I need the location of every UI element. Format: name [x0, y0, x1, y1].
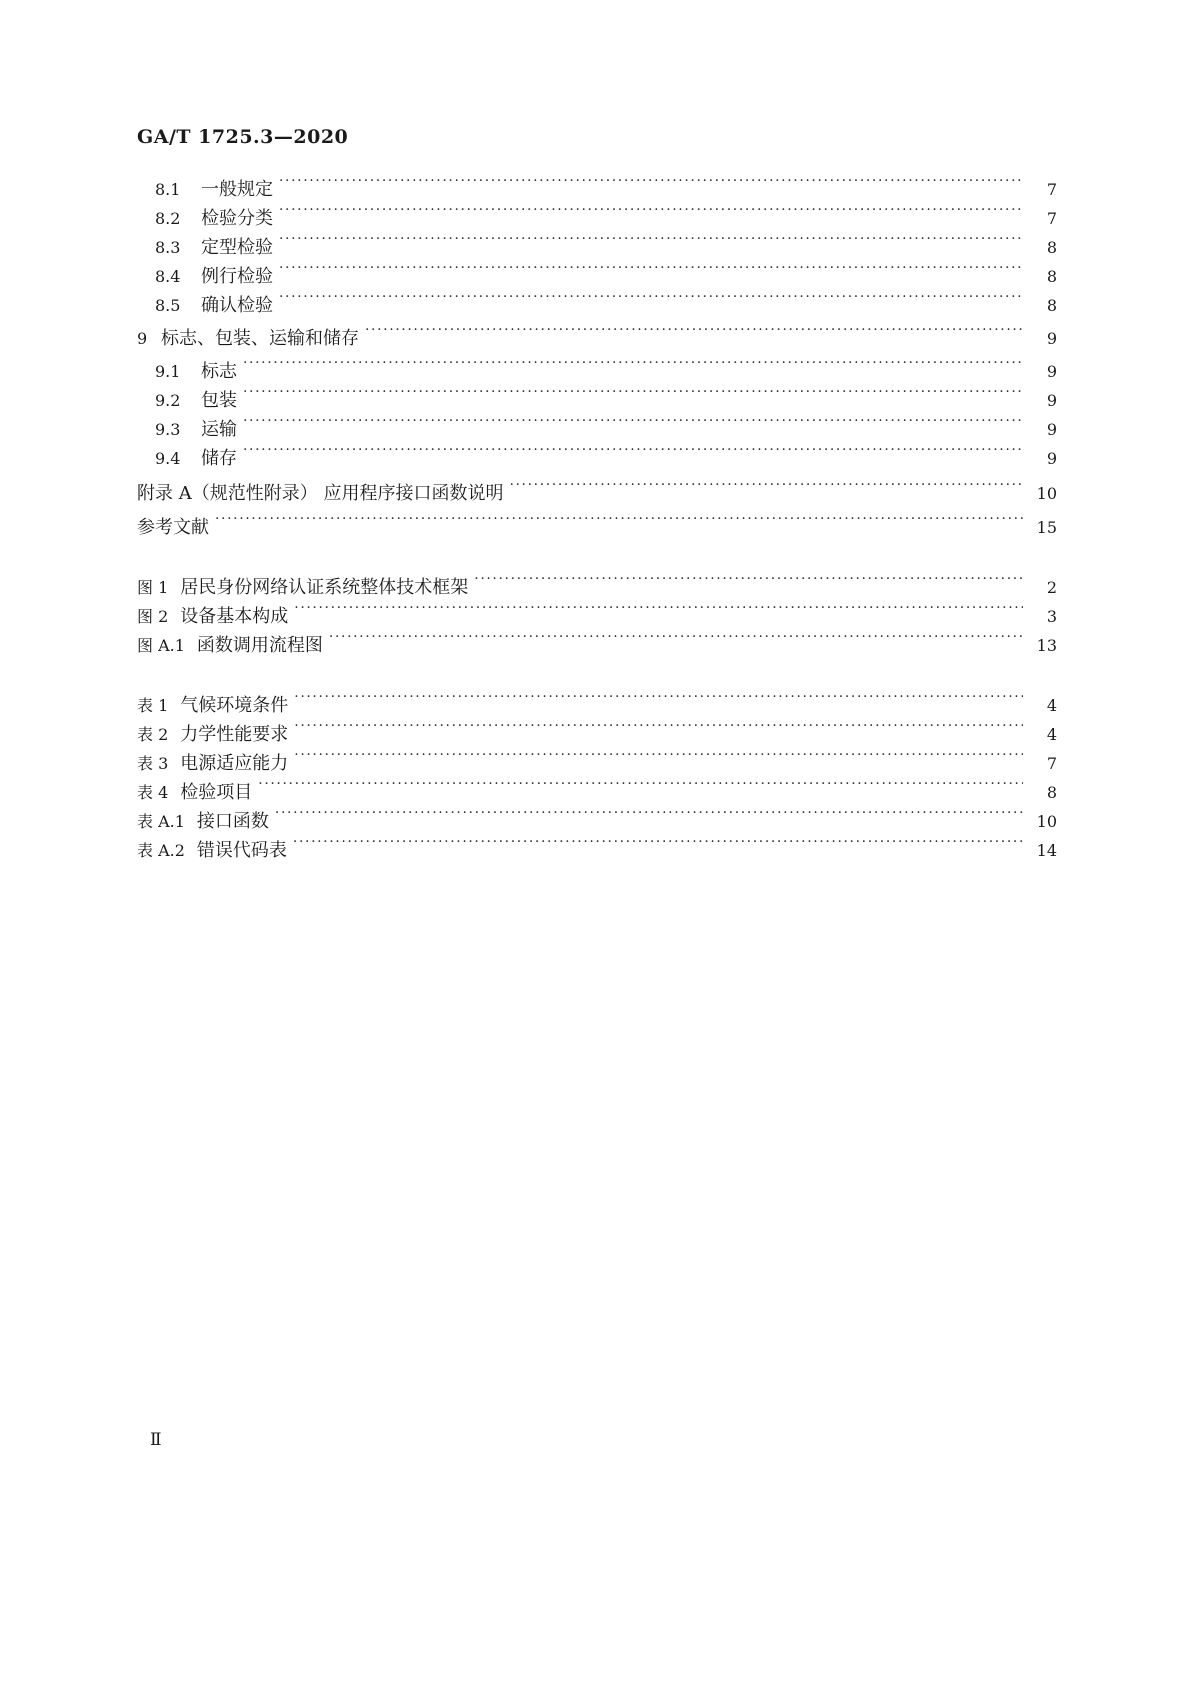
- toc-entry-title: 函数调用流程图: [196, 635, 323, 656]
- dot-leader: [243, 436, 1023, 464]
- dot-leader: [279, 254, 1023, 282]
- toc-entry-page: 4: [1046, 725, 1057, 744]
- toc-entry-number: 图 A.1: [137, 636, 185, 655]
- toc-entry-number: 8.4: [155, 267, 181, 286]
- toc-entry[interactable]: [137, 407, 1057, 440]
- toc-entry-title: 检验项目: [180, 782, 253, 803]
- dot-leader: [294, 741, 1023, 769]
- toc-entry-title: 运输: [201, 419, 237, 440]
- toc-entry[interactable]: [137, 770, 1057, 803]
- toc-entry-page: 2: [1046, 578, 1057, 597]
- toc-entry-number: 8.5: [155, 296, 181, 315]
- dot-leader: [279, 167, 1023, 195]
- toc-entry-page: 10: [1036, 812, 1057, 831]
- standard-number: GA/T 1725.3—2020: [137, 126, 349, 148]
- toc-entry-number: 图 1: [137, 578, 169, 597]
- dot-leader: [474, 565, 1023, 593]
- toc-entry[interactable]: [137, 828, 1057, 861]
- toc-entry-title: 标志、包装、运输和储存: [161, 328, 359, 349]
- toc-entry[interactable]: [137, 594, 1057, 627]
- dot-leader: [279, 225, 1023, 253]
- toc-entry-page: 15: [1036, 518, 1057, 537]
- toc-entry[interactable]: [137, 283, 1057, 316]
- toc-entry[interactable]: [137, 505, 1057, 538]
- toc-entry-page: 14: [1036, 841, 1057, 860]
- dot-leader: [329, 623, 1023, 651]
- dot-leader: [279, 283, 1023, 311]
- toc-entry-title: 力学性能要求: [180, 724, 289, 745]
- dot-leader: [509, 471, 1023, 499]
- toc-entry[interactable]: [137, 436, 1057, 469]
- toc-entry-page: 9: [1046, 362, 1057, 381]
- dot-leader: [294, 683, 1023, 711]
- dot-leader: [279, 196, 1023, 224]
- toc-entry-number: 9.1: [155, 362, 181, 381]
- toc-entry-number: 表 2: [137, 725, 169, 744]
- dot-leader: [293, 828, 1023, 856]
- toc-entry-page: 9: [1046, 420, 1057, 439]
- toc-entry-title: 检验分类: [201, 208, 273, 229]
- toc-entry[interactable]: [137, 683, 1057, 716]
- toc-entry[interactable]: [137, 471, 1057, 504]
- toc-entry-page: 7: [1046, 209, 1057, 228]
- toc-entry-page: 10: [1036, 484, 1057, 503]
- dot-leader: [215, 505, 1023, 533]
- toc-entry-page: 3: [1046, 607, 1057, 626]
- dot-leader: [294, 594, 1023, 622]
- toc-entry-number: 表 A.2: [137, 841, 185, 860]
- toc-entry-page: 8: [1046, 783, 1057, 802]
- dot-leader: [294, 712, 1023, 740]
- toc-entry-title: 标志: [201, 361, 237, 382]
- toc-entry-title: 包装: [201, 390, 237, 411]
- toc-entry-title: 储存: [201, 448, 237, 469]
- toc-entry-number: 表 A.1: [137, 812, 185, 831]
- toc-entry-page: 7: [1046, 180, 1057, 199]
- toc-entry[interactable]: [137, 196, 1057, 229]
- toc-entry-number: 8.3: [155, 238, 181, 257]
- toc-entry-page: 8: [1046, 238, 1057, 257]
- toc-entry[interactable]: [137, 378, 1057, 411]
- toc-entry-number: 9.2: [155, 391, 181, 410]
- toc-entry-title: 错误代码表: [196, 840, 287, 861]
- toc-entry[interactable]: [137, 741, 1057, 774]
- dot-leader: [243, 407, 1023, 435]
- dot-leader: [258, 770, 1023, 798]
- toc-entry-title: 确认检验: [201, 295, 273, 316]
- toc-entry-page: 9: [1046, 391, 1057, 410]
- toc-entry-number: 表 1: [137, 696, 169, 715]
- dot-leader: [243, 349, 1023, 377]
- toc-entry-title: 一般规定: [201, 179, 273, 200]
- dot-leader: [365, 316, 1023, 344]
- toc-entry-page: 13: [1036, 636, 1057, 655]
- toc-entry-number: 图 2: [137, 607, 169, 626]
- dot-leader: [275, 799, 1023, 827]
- toc-entry-number: 表 3: [137, 754, 169, 773]
- toc-entry-number: 9.4: [155, 449, 181, 468]
- toc-entry-number: 表 4: [137, 783, 169, 802]
- toc-entry-title: 参考文献: [137, 517, 209, 538]
- toc-entry[interactable]: [137, 349, 1057, 382]
- toc-entry-title: 定型检验: [201, 237, 273, 258]
- toc-entry[interactable]: [137, 712, 1057, 745]
- toc-entry-page: 8: [1046, 267, 1057, 286]
- toc-entry-title: 气候环境条件: [180, 695, 289, 716]
- toc-entry-page: 9: [1046, 329, 1057, 348]
- toc-entry-page: 8: [1046, 296, 1057, 315]
- toc-entry-page: 7: [1046, 754, 1057, 773]
- toc-entry-page: 4: [1046, 696, 1057, 715]
- toc-entry[interactable]: [137, 623, 1057, 656]
- toc-entry-title: 设备基本构成: [180, 606, 289, 627]
- toc-entry-title: 电源适应能力: [180, 753, 289, 774]
- toc-entry-number: 9.3: [155, 420, 181, 439]
- toc-entry-title: 居民身份网络认证系统整体技术框架: [180, 577, 469, 598]
- toc-entry[interactable]: [137, 316, 1057, 349]
- toc-entry-title: 附录 A（规范性附录） 应用程序接口函数说明: [137, 483, 504, 504]
- toc-entry[interactable]: [137, 799, 1057, 832]
- toc-entry[interactable]: [137, 167, 1057, 200]
- toc-entry[interactable]: [137, 254, 1057, 287]
- toc-entry[interactable]: [137, 565, 1057, 598]
- page-number: Ⅱ: [150, 1430, 162, 1450]
- toc-entry-title: 接口函数: [196, 811, 269, 832]
- toc-entry-page: 9: [1046, 449, 1057, 468]
- toc-entry-number: 8.1: [155, 180, 181, 199]
- toc-entry[interactable]: [137, 225, 1057, 258]
- toc-entry-number: 9: [137, 329, 148, 348]
- toc-entry-number: 8.2: [155, 209, 181, 228]
- dot-leader: [243, 378, 1023, 406]
- toc-entry-title: 例行检验: [201, 266, 273, 287]
